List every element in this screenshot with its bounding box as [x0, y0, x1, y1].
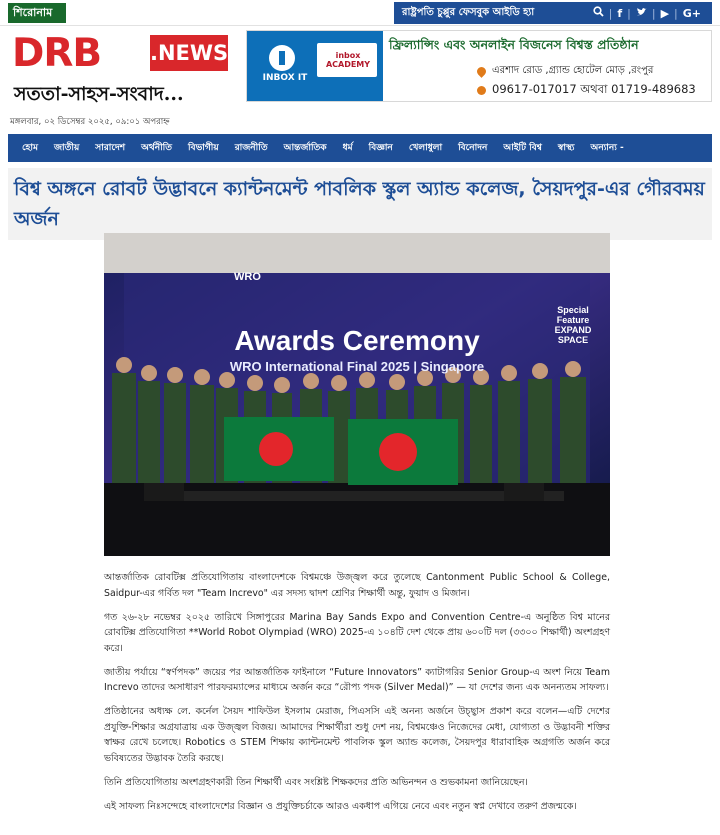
ticker-bar	[394, 2, 712, 24]
article-paragraph: আন্তর্জাতিক রোবটিক্স প্রতিযোগিতায় বাংলাদেশকে বিশ্বমঞ্চে উজ্জ্বল করে তুলেছে Cantonment Public School & College, Saidpur-এর গর্বিত দল "Team Increvo" এর সদস্য দ্বাদশ শ্রেণির শিক্ষার্থী অন্তু, ফুয়াদ ও মিজান।	[104, 572, 610, 599]
divider: |	[674, 6, 678, 20]
nav-item-economy[interactable]: অর্থনীতি	[141, 143, 172, 153]
nav-item-religion[interactable]: ধর্ম	[342, 143, 353, 153]
ad-address: এরশাদ রোড ,গ্র্যান্ড হোটেল মোড় ,রংপুর	[492, 65, 654, 76]
ad-brand-name: INBOX IT	[262, 73, 308, 83]
divider: |	[627, 6, 631, 20]
nav-item-national[interactable]: জাতীয়	[54, 143, 80, 153]
article-paragraph: জাতীয় পর্যায়ে “স্বর্ণপদক” জয়ের পর আন্তর্জাতিক ফাইনালে “Future Innovators” ক্যাটাগরির Senior Group-এ অংশ নিয়ে Team Increvo তাদের অসাধারণ পারফরম্যান্সের মাধ্যমে অর্জন করে “রৌপ্য পদক (Silver Medal)” — যা দেশের জন্য এক অনন্যতম সাফল্য।	[104, 666, 610, 693]
divider: |	[608, 6, 613, 20]
nav-item-international[interactable]: আন্তর্জাতিক	[283, 143, 327, 153]
article-paragraph: এই সাফল্য নিঃসন্দেহে বাংলাদেশের বিজ্ঞান ও প্রযুক্তিচর্চাকে আরও একধাপ এগিয়ে নেবে এবং নতুন স্বপ্ন দেখাবে তরুণ প্রজন্মকে।	[104, 800, 577, 812]
site-logo[interactable]	[12, 33, 230, 75]
social-links	[590, 6, 704, 20]
nav-item-home[interactable]: হোম	[22, 143, 38, 153]
article-body	[104, 570, 610, 823]
logo-drb-text: DRB	[12, 31, 102, 76]
google-plus-icon[interactable]: G+	[682, 6, 701, 20]
nav-item-countrywide[interactable]: সারাদেশ	[95, 143, 126, 153]
nav-item-divisional[interactable]: বিভাগীয়	[188, 143, 219, 153]
wro-logo-text: WRO	[234, 271, 261, 283]
nav-item-sports[interactable]: খেলাধুলা	[408, 143, 443, 153]
youtube-icon[interactable]: ▶	[660, 6, 670, 20]
headline-tag[interactable]: শিরোনাম	[8, 3, 66, 23]
article-paragraph: গত ২৬-২৮ নভেম্বর ২০২৫ তারিখে সিঙ্গাপুরের Marina Bay Sands Expo and Convention Centre-এ অনুষ্ঠিত বিশ্ব মানের রোবটিক্স প্রতিযোগিতা **World Robot Olympiad (WRO) 2025-এ ১০৪টি দেশ থেকে প্রায় ৬০০টি দল (৩৩০০ শিক্ষার্থী) অংশগ্রহণ করে।	[104, 611, 610, 654]
search-icon[interactable]	[590, 6, 607, 20]
nav-item-science[interactable]: বিজ্ঞান	[368, 143, 393, 153]
banner-ad[interactable]	[246, 30, 712, 102]
location-pin-icon	[475, 65, 488, 78]
expand-space-logo-text: Special Feature EXPAND SPACE	[554, 305, 592, 345]
logo-news-text: .NEWS	[150, 35, 228, 71]
ad-phone-row	[477, 81, 707, 100]
facebook-icon[interactable]: f	[617, 6, 623, 20]
article-title-box	[8, 168, 712, 240]
ad-address-row	[477, 63, 707, 80]
divider: |	[651, 6, 656, 20]
nav-item-others[interactable]: অন্যান্য -	[590, 143, 624, 153]
main-nav	[8, 134, 712, 162]
dateline: মঙ্গলবার, ০২ ডিসেম্বর ২০২৫, ০৯:০১ অপরাহ্ন	[10, 117, 170, 127]
nav-item-it-world[interactable]: আইটি বিশ্ব	[503, 143, 542, 153]
ad-phone: 09617-017017 অথবা 01719-489683	[492, 82, 696, 96]
phone-icon	[477, 86, 486, 95]
photo-banner-subtitle: WRO International Final 2025 | Singapore	[229, 359, 485, 374]
photo-banner-title: Awards Ceremony	[234, 325, 480, 356]
top-bar	[0, 0, 720, 26]
ad-title: ফ্রিল্যান্সিং এবং অনলাইন বিজনেস বিশ্বস্ত প্রতিষ্ঠান	[389, 37, 639, 52]
ad-academy-name: inbox ACADEMY	[325, 51, 371, 69]
article-paragraph: প্রতিষ্ঠানের অধ্যক্ষ লে. কর্নেল সৈয়দ শাফিউল ইসলাম মেরাজ, পিএসসি এই অনন্য অর্জনে উচ্ছ্বাস প্রকাশ করে বলেন—এটি দেশের প্রযুক্তি-শিক্ষার অগ্রযাত্রায় এক উজ্জ্বল বিজয়। আমাদের শিক্ষার্থীরা শুধু দেশ নয়, বিশ্বমঞ্চেও নিজেদের মেধা, যোগ্যতা ও উদ্ভাবনী শক্তির স্বাক্ষর রেখে চলেছে। Robotics ও STEM শিক্ষায় ক্যান্টনমেন্ট পাবলিক স্কুল অ্যান্ড কলেজ, সৈয়দপুর ধারাবাহিক অগ্রগতি অর্জন করে ভবিষ্যতের উদ্ভাবক তৈরি করছে।	[104, 706, 610, 764]
twitter-icon[interactable]	[633, 7, 650, 20]
inbox-it-logo-icon	[269, 45, 295, 71]
nav-item-politics[interactable]: রাজনীতি	[234, 143, 268, 153]
article-title: বিশ্ব অঙ্গনে রোবট উদ্ভাবনে ক্যান্টনমেন্ট পাবলিক স্কুল অ্যান্ড কলেজ, সৈয়দপুর-এর গৌরবময় অর্জন	[14, 178, 705, 230]
article-paragraph: তিনি প্রতিযোগিতায় অংশগ্রহণকারী তিন শিক্ষার্থী এবং সংশ্লিষ্ট শিক্ষকদের প্রতি অভিনন্দন ও শুভকামনা জানিয়েছেন।	[104, 776, 528, 788]
ad-brand-panel	[247, 31, 383, 101]
award-ceremony-photo	[104, 233, 610, 556]
ticker-text[interactable]: রাষ্ট্রপতি চুপ্পুর ফেসবুক আইডি হ্যা	[402, 6, 535, 18]
nav-item-health[interactable]: স্বাস্থ্য	[557, 143, 575, 153]
article-photo	[104, 233, 610, 556]
nav-item-entertainment[interactable]: বিনোদন	[458, 143, 488, 153]
site-tagline: সততা-সাহস-সংবাদ...	[14, 83, 184, 105]
